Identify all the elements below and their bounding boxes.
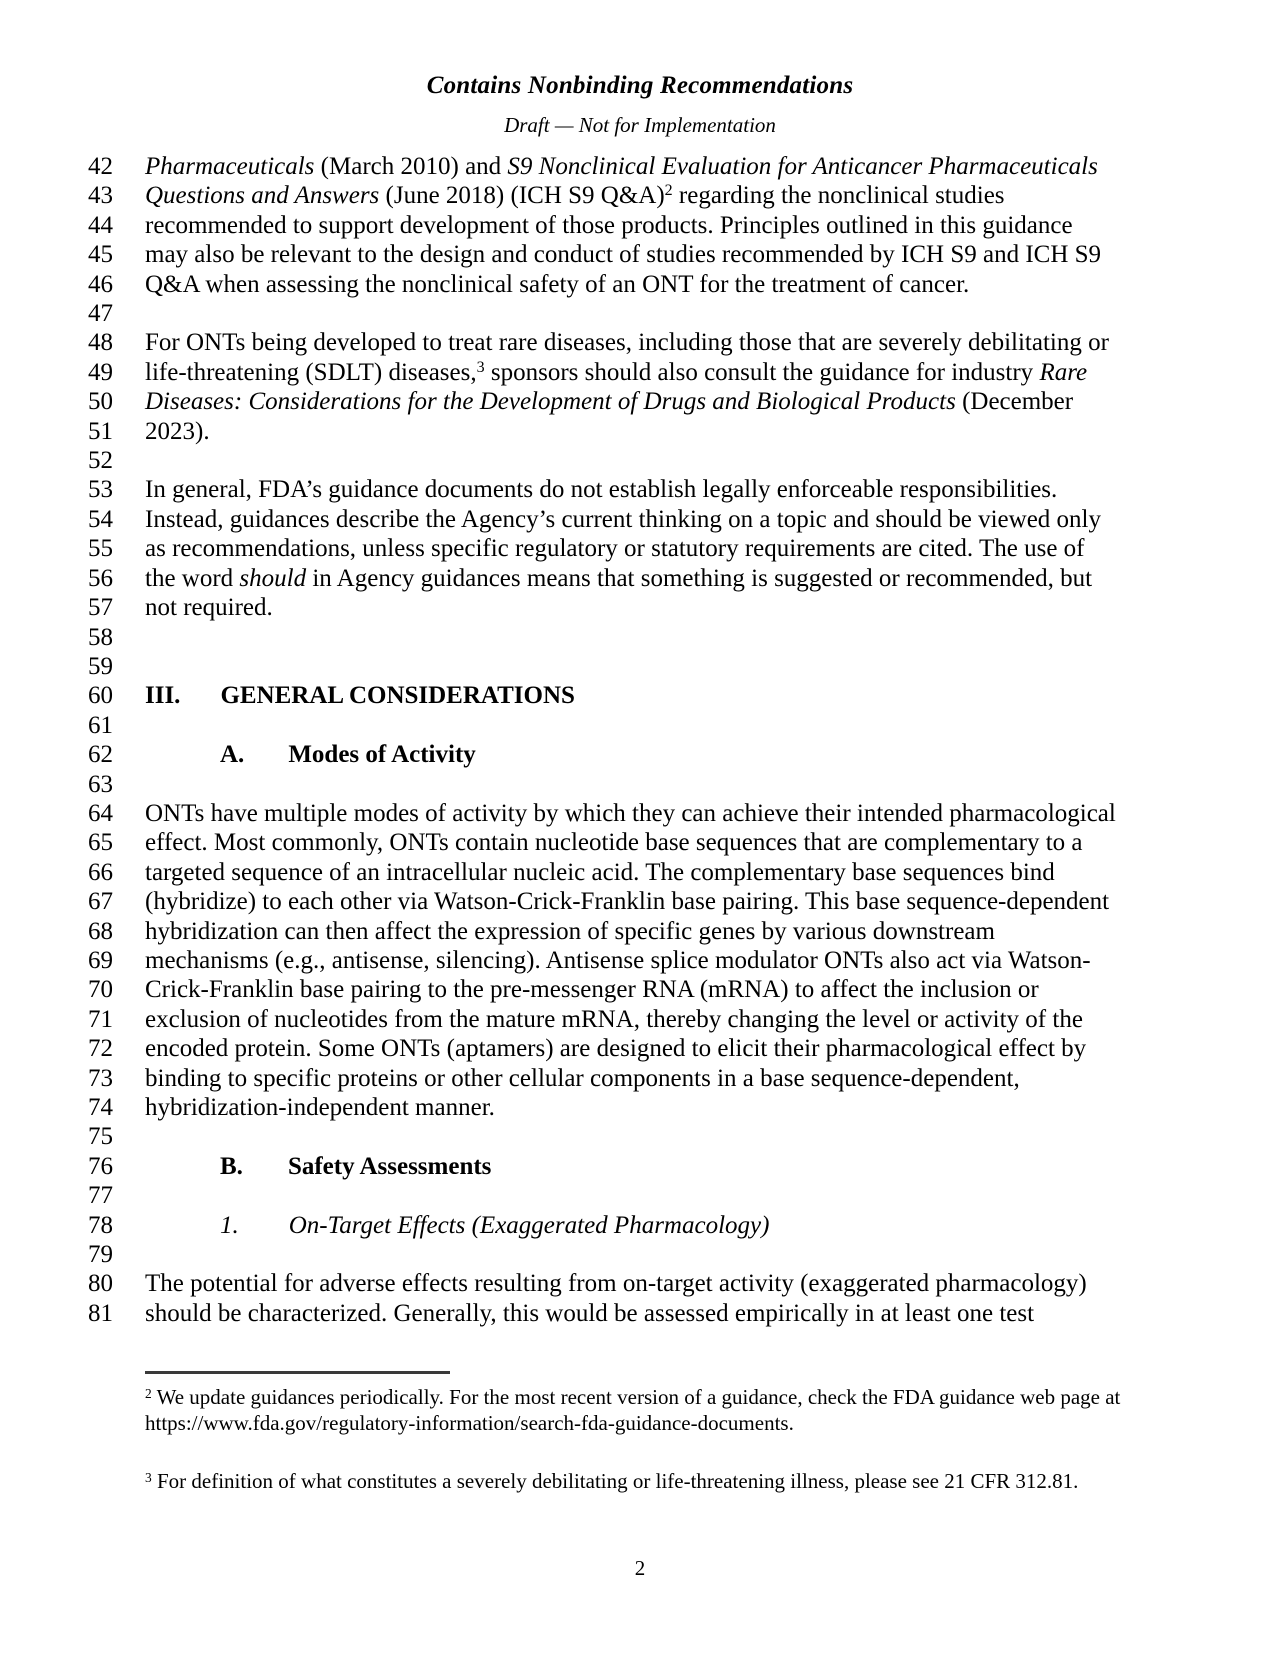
line-number: 59 — [88, 652, 113, 680]
line-text — [145, 417, 210, 446]
line-number: 55 — [88, 535, 113, 563]
line-text — [145, 593, 273, 622]
line-text — [145, 211, 1073, 240]
doc-line — [0, 328, 1280, 357]
doc-line — [0, 1152, 1280, 1181]
text-segment: in Agency guidances means that something is suggested or recommended, but — [306, 564, 1093, 592]
line-number: 67 — [88, 888, 113, 916]
text-segment: III. — [145, 682, 181, 710]
line-number: 64 — [88, 799, 113, 827]
text-segment: binding to specific proteins or other cellular components in a base sequence-dependent, — [145, 1064, 1020, 1092]
line-number: 75 — [88, 1123, 113, 1151]
line-number: 72 — [88, 1035, 113, 1063]
footnote-reference: 3 — [476, 358, 485, 376]
line-number: 65 — [88, 829, 113, 857]
text-segment: B. — [220, 1152, 243, 1180]
doc-line — [0, 652, 1280, 681]
text-segment: Safety Assessments — [287, 1152, 492, 1180]
doc-line — [0, 1181, 1280, 1210]
text-segment: sponsors should also consult the guidance for industry — [484, 358, 1040, 386]
footnote-reference: 2 — [664, 182, 673, 200]
doc-line — [0, 152, 1280, 181]
text-segment: Crick-Franklin base pairing to the pre-messenger RNA (mRNA) to affect the inclusion or — [145, 976, 1039, 1004]
text-segment: Modes of Activity — [288, 741, 476, 769]
tab-gap — [180, 702, 220, 703]
line-number: 58 — [88, 623, 113, 651]
line-text — [145, 387, 1073, 416]
line-text — [145, 799, 1116, 828]
doc-line — [0, 240, 1280, 269]
doc-line — [0, 975, 1280, 1004]
doc-line — [0, 858, 1280, 887]
line-number: 48 — [88, 329, 113, 357]
text-segment: A. — [220, 741, 245, 769]
doc-line — [0, 387, 1280, 416]
footnotes-section — [145, 1384, 1155, 1526]
doc-line — [0, 828, 1280, 857]
line-text — [145, 681, 575, 710]
line-number: 74 — [88, 1094, 113, 1121]
text-segment: ONTs have multiple modes of activity by which they can achieve their intended pharmacological — [145, 799, 1116, 827]
footnote-marker: 2 — [145, 1385, 152, 1401]
tab-gap — [145, 1173, 220, 1174]
line-text — [145, 358, 1087, 387]
text-segment: mechanisms (e.g., antisense, silencing). Antisense splice modulator ONTs also act via Watson- — [145, 946, 1091, 974]
line-number: 61 — [88, 711, 113, 739]
text-segment: 1. — [220, 1211, 239, 1239]
doc-line — [0, 211, 1280, 240]
footnote: $^3$ For definition of what constitutes a severely debilitating or life-threatening illness, please see 21 CFR 312.81. — [145, 1469, 1079, 1493]
doc-line — [0, 1299, 1280, 1328]
text-segment: On-Target Effects (Exaggerated Pharmacology) — [288, 1211, 770, 1239]
doc-line — [0, 1122, 1280, 1151]
line-text — [145, 240, 1101, 269]
tab-gap — [145, 1232, 220, 1233]
doc-line — [0, 358, 1280, 387]
text-segment: hybridization-independent manner. — [145, 1094, 495, 1121]
footnote-marker: 3 — [145, 1469, 152, 1485]
doc-line — [0, 1005, 1280, 1034]
line-number: 60 — [88, 682, 113, 710]
line-text — [145, 1152, 491, 1181]
line-text — [145, 946, 1091, 975]
doc-line — [0, 1064, 1280, 1093]
text-segment: as recommendations, unless specific regulatory or statutory requirements are cited. The use of — [145, 535, 1085, 563]
doc-line — [0, 181, 1280, 210]
text-segment: encoded protein. Some ONTs (aptamers) are designed to elicit their pharmacological effect by — [145, 1035, 1087, 1063]
line-number: 66 — [88, 858, 113, 886]
text-segment: hybridization can then affect the expression of specific genes by various downstream — [145, 917, 995, 945]
line-text — [145, 1211, 769, 1240]
line-text — [145, 1064, 1020, 1093]
doc-line — [0, 623, 1280, 652]
line-text — [145, 534, 1085, 563]
doc-line — [0, 505, 1280, 534]
text-segment: the word — [145, 564, 240, 592]
tab-gap — [244, 761, 288, 762]
line-number: 78 — [88, 1211, 113, 1239]
line-number: 68 — [88, 917, 113, 945]
text-segment: Diseases: Considerations for the Development of Drugs and Biological Products — [145, 388, 956, 416]
line-text — [145, 828, 1083, 857]
doc-line — [0, 446, 1280, 475]
doc-line — [0, 534, 1280, 563]
text-segment: 2023). — [145, 417, 210, 445]
header-title: Contains Nonbinding Recommendations — [426, 72, 854, 99]
line-number: 63 — [88, 770, 113, 798]
line-number: 70 — [88, 976, 113, 1004]
text-segment: S9 Nonclinical Evaluation for Anticancer Pharmaceuticals — [507, 153, 1098, 180]
text-segment: recommended to support development of those products. Principles outlined in this guidance — [145, 211, 1073, 239]
doc-line — [0, 711, 1280, 740]
line-number: 46 — [88, 270, 113, 298]
line-number: 45 — [88, 241, 113, 269]
text-segment: (March 2010) and — [314, 153, 508, 180]
tab-gap — [239, 1232, 289, 1233]
line-number: 42 — [88, 153, 113, 180]
doc-line — [0, 887, 1280, 916]
line-number: 43 — [88, 182, 113, 210]
text-segment: regarding the nonclinical studies — [672, 182, 1005, 210]
text-segment: GENERAL CONSIDERATIONS — [220, 682, 575, 710]
line-number: 50 — [88, 388, 113, 416]
doc-line — [0, 799, 1280, 828]
line-number: 57 — [88, 594, 113, 622]
text-segment: For ONTs being developed to treat rare diseases, including those that are severely debilitating or — [145, 329, 1109, 357]
doc-line — [0, 1240, 1280, 1269]
text-segment: life-threatening (SDLT) diseases, — [145, 358, 477, 386]
line-number: 76 — [88, 1152, 113, 1180]
line-text — [145, 975, 1039, 1004]
line-text — [145, 564, 1092, 593]
text-segment: Questions and Answers — [145, 182, 380, 210]
doc-line — [0, 917, 1280, 946]
text-segment: Q&A when assessing the nonclinical safety of an ONT for the treatment of cancer. — [145, 270, 970, 298]
body-lines — [0, 152, 1280, 1328]
line-text — [145, 152, 1098, 181]
line-text — [145, 475, 1057, 504]
line-text — [145, 505, 1101, 534]
text-segment: not required. — [145, 594, 273, 622]
line-text — [145, 1005, 1083, 1034]
line-number: 71 — [88, 1005, 113, 1033]
line-number: 81 — [88, 1299, 113, 1327]
doc-line — [0, 299, 1280, 328]
text-segment: targeted sequence of an intracellular nucleic acid. The complementary base sequences bind — [145, 858, 1055, 886]
line-text — [145, 740, 476, 769]
tab-gap — [243, 1173, 288, 1174]
text-segment: (hybridize) to each other via Watson-Crick-Franklin base pairing. This base sequence-dependent — [145, 888, 1110, 916]
line-number: 80 — [88, 1270, 113, 1298]
line-text — [145, 270, 969, 299]
text-segment: may also be relevant to the design and conduct of studies recommended by ICH S9 and ICH S9 — [145, 241, 1102, 269]
line-text — [145, 1299, 1034, 1328]
page-number: 2 — [634, 1556, 646, 1580]
doc-line — [0, 1034, 1280, 1063]
line-text — [145, 1034, 1086, 1063]
text-segment: exclusion of nucleotides from the mature mRNA, thereby changing the level or activity of the — [145, 1005, 1083, 1033]
line-number: 77 — [88, 1182, 113, 1210]
line-number: 73 — [88, 1064, 113, 1092]
line-number: 62 — [88, 741, 113, 769]
line-text — [145, 858, 1055, 887]
text-segment: effect. Most commonly, ONTs contain nucleotide base sequences that are complementary to a — [145, 829, 1083, 857]
header-subtitle: Draft — Not for Implementation — [504, 113, 776, 137]
doc-line — [0, 1093, 1280, 1122]
doc-line — [0, 740, 1280, 769]
doc-line — [0, 593, 1280, 622]
line-number: 51 — [88, 417, 113, 445]
line-text — [145, 328, 1109, 357]
text-segment: should — [239, 564, 307, 592]
line-number: 79 — [88, 1241, 113, 1269]
text-segment: (June 2018) (ICH S9 Q&A) — [379, 182, 665, 210]
text-segment: Instead, guidances describe the Agency’s current thinking on a topic and should be viewed only — [145, 505, 1101, 533]
doc-line — [0, 681, 1280, 710]
line-number: 49 — [88, 358, 113, 386]
line-text — [145, 181, 1005, 210]
line-number: 52 — [88, 447, 113, 475]
doc-line — [0, 270, 1280, 299]
line-text — [145, 887, 1109, 916]
line-number: 47 — [88, 300, 113, 328]
text-segment: The potential for adverse effects resulting from on-target activity (exaggerated pharmacology) — [145, 1270, 1087, 1298]
footnote: $^2$ We update guidances periodically. For the most recent version of a guidance, check the FDA guidance web page at https://www.fda.gov/regulatory-information/search-fda-guidance-documents. — [145, 1385, 1121, 1435]
tab-gap — [145, 761, 220, 762]
doc-line — [0, 946, 1280, 975]
doc-line — [0, 564, 1280, 593]
line-number: 56 — [88, 564, 113, 592]
text-segment: Pharmaceuticals — [145, 153, 315, 180]
text-segment: should be characterized. Generally, this would be assessed empirically in at least one test — [145, 1299, 1035, 1327]
line-text — [145, 1269, 1087, 1298]
footnote-divider — [145, 1371, 450, 1374]
text-segment: Rare — [1039, 358, 1088, 386]
line-number: 54 — [88, 505, 113, 533]
text-segment: (December — [955, 388, 1074, 416]
text-segment: In general, FDA’s guidance documents do not establish legally enforceable responsibilities. — [145, 476, 1058, 504]
line-number: 44 — [88, 211, 113, 239]
doc-line — [0, 1269, 1280, 1298]
line-text — [145, 1093, 495, 1122]
doc-line — [0, 475, 1280, 504]
doc-line — [0, 1211, 1280, 1240]
doc-line — [0, 770, 1280, 799]
line-number: 69 — [88, 946, 113, 974]
line-text — [145, 917, 995, 946]
line-number: 53 — [88, 476, 113, 504]
doc-line — [0, 417, 1280, 446]
